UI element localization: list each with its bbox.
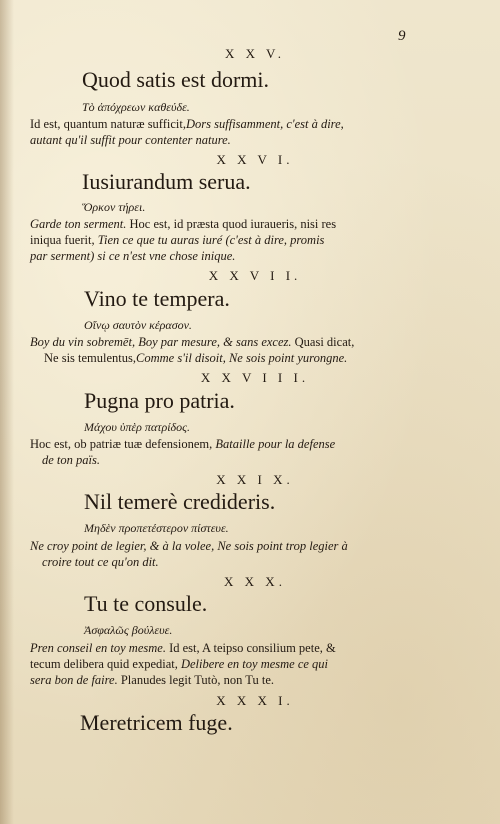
body-line: Ne croy point de legier, & à la volee, Ne sois point trop legier à	[30, 539, 348, 553]
entry-body	[30, 538, 480, 570]
entry-greek: Μάχου ὑπὲρ πατρίδος.	[84, 420, 190, 434]
body-line: de ton païs.	[42, 453, 100, 467]
body-line: sera bon de faire. Planudes legit Tutò, non Tu te.	[30, 673, 275, 687]
entry-greek: Ὅρκον τήρει.	[82, 200, 146, 214]
entry-title: Iusiurandum serua.	[82, 169, 251, 194]
body-line: par serment) si ce n'est vne chose inique.	[30, 249, 236, 263]
body-line: Ne sis temulentus,Comme s'il disoit, Ne sois point yurongne.	[44, 351, 348, 365]
entry-number: X X V.	[224, 46, 285, 61]
entry-title: Tu te consule.	[84, 591, 208, 616]
entry-number: X X V I.	[216, 152, 294, 167]
entry-greek: Ἀσφαλῶς βούλευε.	[84, 623, 173, 637]
folio-number: 9	[398, 28, 406, 44]
entry-body	[30, 334, 480, 366]
entry-title: Quod satis est dormi.	[82, 67, 269, 92]
body-line: Pren conseil en toy mesme. Id est, A teipso consilium pete, &	[30, 641, 336, 655]
entry-body	[30, 116, 480, 148]
body-line: Boy du vin sobremēt, Boy par mesure, & sans excez. Quasi dicat,	[30, 335, 355, 349]
entry-title: Nil temerè credideris.	[84, 489, 276, 514]
entry-number: X X X I.	[216, 693, 294, 708]
entry-body	[30, 436, 480, 468]
entry-number: X X I X.	[216, 472, 294, 487]
entry-number: X X V I I.	[208, 268, 302, 283]
body-line: autant qu'il suffit pour contenter nature.	[30, 133, 231, 147]
entry-title: Meretricem fuge.	[80, 710, 233, 735]
body-line: croire tout ce qu'on dit.	[42, 555, 159, 569]
entry-body	[30, 216, 480, 264]
entry-title: Pugna pro patria.	[84, 388, 235, 413]
entry-number: X X X.	[224, 574, 286, 589]
entry-greek: Οἴνῳ σαυτὸν κέρασον.	[84, 318, 192, 332]
entry-body	[30, 640, 480, 688]
body-line: iniqua fuerit, Tien ce que tu auras iuré (c'est à dire, promis	[30, 233, 325, 247]
body-line: Hoc est, ob patriæ tuæ defensionem, Bataille pour la defense	[30, 437, 336, 451]
body-line: Id est, quantum naturæ sufficit,Dors suffisamment, c'est à dire,	[30, 117, 344, 131]
page-gutter-shadow	[0, 0, 14, 824]
entry-title: Vino te tempera.	[84, 286, 230, 311]
body-line: Garde ton serment. Hoc est, id præsta quod iuraueris, nisi res	[30, 217, 337, 231]
entry-greek: Τὸ ἀπόχρεων καθεύδε.	[82, 100, 190, 114]
entry-greek: Μηδὲν προπετέστερον πίστευε.	[84, 521, 229, 535]
entry-number: X X V I I I.	[200, 370, 310, 385]
body-line: tecum delibera quid expediat, Delibere en toy mesme ce qui	[30, 657, 329, 671]
